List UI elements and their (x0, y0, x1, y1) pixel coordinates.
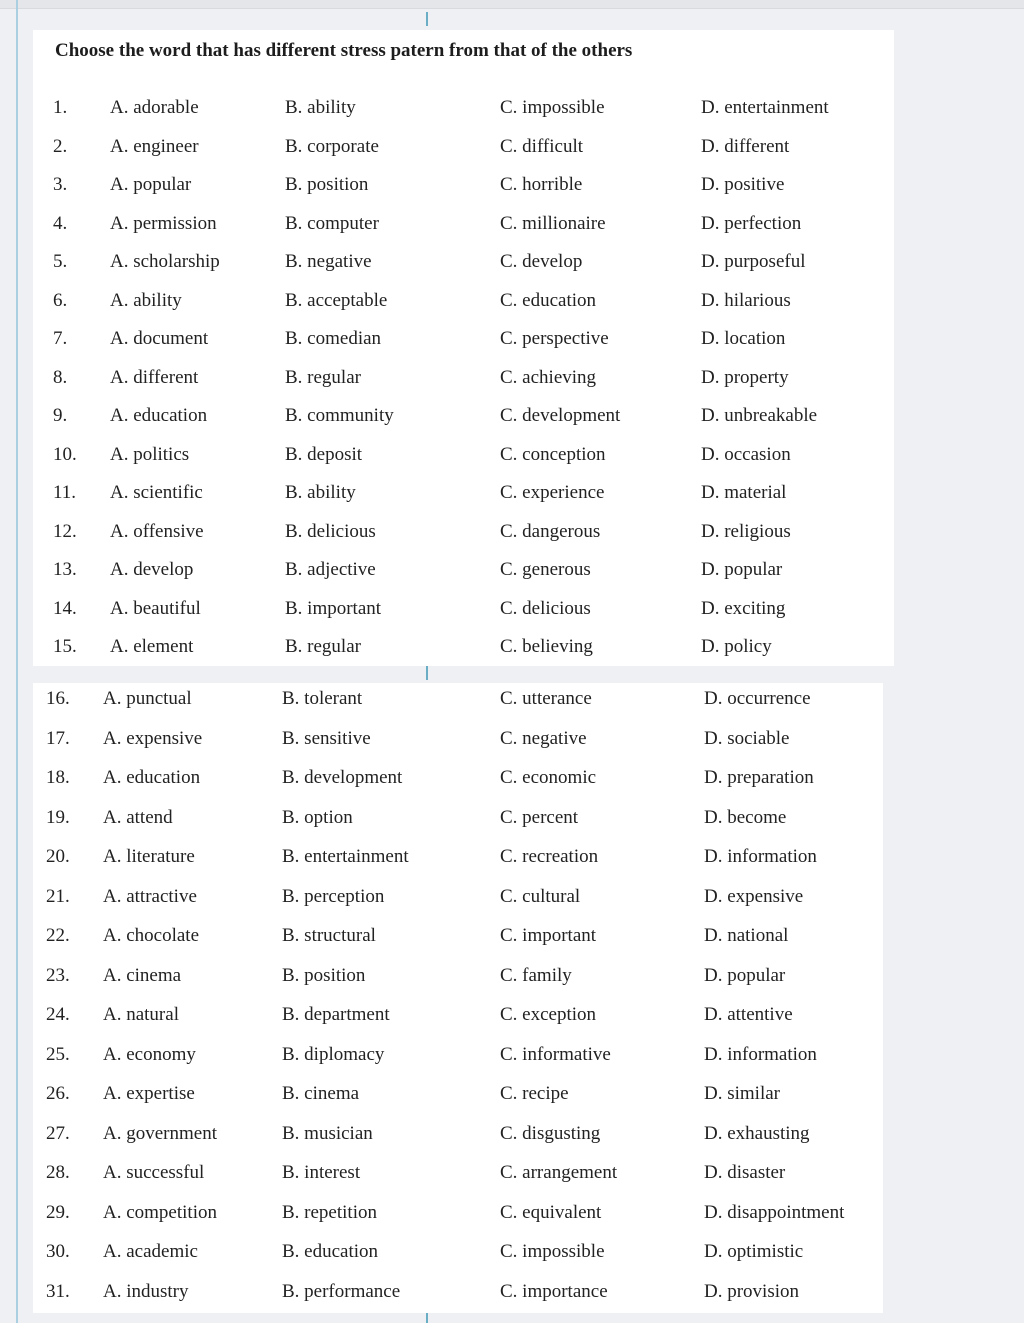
option-b: B. delicious (285, 520, 376, 542)
question-row (33, 878, 883, 916)
option-b: B. interest (282, 1162, 361, 1183)
option-a: A. different (110, 366, 199, 388)
option-c: C. impossible (500, 1241, 605, 1262)
option-b: B. computer (285, 212, 379, 234)
question-row (33, 680, 883, 718)
option-c: C. generous (500, 559, 591, 580)
question-number: 1. (53, 97, 68, 118)
option-d: D. different (701, 135, 790, 157)
option-c: C. negative (500, 727, 587, 749)
question-row (33, 957, 883, 995)
option-a: A. offensive (110, 520, 204, 542)
option-c: C. economic (500, 767, 597, 788)
option-b: B. comedian (285, 328, 382, 349)
option-a: A. element (110, 636, 194, 657)
text-cursor-marker (426, 12, 428, 26)
option-d: D. positive (701, 174, 785, 195)
option-c: C. achieving (500, 366, 597, 388)
option-a: A. adorable (110, 97, 199, 118)
question-number: 28. (46, 1162, 70, 1183)
question-row (33, 1233, 883, 1271)
option-c: C. conception (500, 443, 606, 465)
option-a: A. ability (110, 289, 182, 311)
question-number: 5. (53, 251, 68, 272)
question-row (33, 1273, 883, 1311)
option-c: C. perspective (500, 328, 609, 349)
option-c: C. disgusting (500, 1122, 601, 1144)
option-d: D. disappointment (704, 1201, 845, 1223)
question-number: 18. (46, 767, 70, 788)
option-d: D. popular (701, 559, 783, 580)
option-a: A. chocolate (103, 925, 200, 946)
option-d: D. property (701, 366, 789, 388)
option-c: C. equivalent (500, 1201, 602, 1223)
option-b: B. deposit (285, 443, 363, 465)
option-a: A. industry (103, 1280, 189, 1302)
option-a: A. attractive (103, 885, 197, 907)
option-b: B. entertainment (282, 846, 409, 867)
option-c: C. horrible (500, 174, 583, 195)
question-row (33, 759, 883, 797)
option-a: A. expensive (103, 727, 203, 749)
question-row (33, 474, 894, 512)
option-b: B. diplomacy (282, 1043, 385, 1065)
option-d: D. information (704, 846, 817, 867)
question-row (33, 243, 894, 281)
question-number: 15. (53, 636, 77, 657)
option-d: D. hilarious (701, 289, 791, 311)
option-a: A. natural (103, 1004, 179, 1025)
question-row (33, 917, 883, 955)
option-b: B. position (285, 174, 369, 195)
option-d: D. perfection (701, 212, 802, 234)
option-a: A. document (110, 328, 209, 349)
option-b: B. performance (282, 1280, 401, 1302)
option-a: A. successful (103, 1162, 205, 1183)
option-c: C. delicious (500, 597, 591, 619)
option-b: B. regular (285, 636, 361, 657)
question-number: 8. (53, 366, 68, 388)
option-b: B. tolerant (282, 688, 363, 709)
question-number: 24. (46, 1004, 70, 1025)
option-c: C. family (500, 964, 572, 986)
question-row (33, 1194, 883, 1232)
question-number: 27. (46, 1122, 70, 1144)
option-b: B. acceptable (285, 289, 388, 311)
option-c: C. dangerous (500, 520, 601, 542)
option-a: A. beautiful (110, 597, 201, 619)
option-c: C. difficult (500, 135, 584, 157)
option-c: C. important (500, 925, 597, 946)
question-row (33, 996, 883, 1034)
question-number: 22. (46, 925, 70, 946)
option-c: C. importance (500, 1280, 608, 1302)
option-d: D. exhausting (704, 1122, 810, 1144)
question-number: 7. (53, 328, 68, 349)
option-a: A. punctual (103, 688, 192, 709)
option-d: D. attentive (704, 1004, 793, 1025)
option-b: B. perception (282, 885, 385, 907)
option-d: D. unbreakable (701, 405, 818, 426)
question-row (33, 436, 894, 474)
option-b: B. position (282, 964, 366, 986)
question-row (33, 282, 894, 320)
option-d: D. national (704, 925, 789, 946)
option-b: B. negative (285, 251, 372, 272)
question-number: 17. (46, 727, 70, 749)
option-b: B. structural (282, 925, 376, 946)
option-b: B. ability (285, 482, 356, 503)
question-number: 9. (53, 405, 68, 426)
option-a: A. literature (103, 846, 195, 867)
option-c: C. percent (500, 806, 579, 828)
option-c: C. recipe (500, 1083, 569, 1104)
option-a: A. cinema (103, 964, 182, 986)
option-a: A. scholarship (110, 251, 220, 272)
option-d: D. occurrence (704, 688, 811, 709)
option-c: C. exception (500, 1004, 597, 1025)
option-c: C. education (500, 289, 597, 311)
question-number: 20. (46, 846, 70, 867)
question-row (33, 166, 894, 204)
option-a: A. education (103, 767, 201, 788)
option-a: A. education (110, 405, 208, 426)
option-d: D. popular (704, 964, 786, 986)
question-number: 26. (46, 1083, 70, 1104)
option-d: D. occasion (701, 443, 791, 465)
option-b: B. adjective (285, 559, 376, 580)
option-d: D. sociable (704, 727, 790, 749)
question-number: 12. (53, 520, 77, 542)
question-number: 30. (46, 1241, 70, 1262)
option-c: C. development (500, 405, 621, 426)
document-page-1 (33, 30, 894, 666)
option-d: D. location (701, 328, 786, 349)
option-c: C. cultural (500, 885, 581, 907)
question-row (33, 128, 894, 166)
option-d: D. policy (701, 636, 772, 657)
question-number: 25. (46, 1043, 70, 1065)
option-b: B. cinema (282, 1083, 360, 1104)
option-a: A. academic (103, 1241, 198, 1262)
window-top-bar (0, 0, 1024, 9)
question-number: 4. (53, 212, 68, 234)
option-a: A. popular (110, 174, 192, 195)
option-d: D. disaster (704, 1162, 786, 1183)
option-d: D. exciting (701, 597, 786, 619)
question-number: 31. (46, 1280, 70, 1302)
question-row (33, 397, 894, 435)
option-c: C. develop (500, 251, 583, 272)
option-c: C. recreation (500, 846, 599, 867)
option-d: D. preparation (704, 767, 814, 788)
text-cursor-marker (426, 666, 428, 680)
question-number: 16. (46, 688, 70, 709)
option-d: D. expensive (704, 885, 804, 907)
option-b: B. option (282, 806, 353, 828)
option-d: D. similar (704, 1083, 780, 1104)
question-row (33, 320, 894, 358)
option-c: C. impossible (500, 97, 605, 118)
question-number: 10. (53, 443, 77, 465)
question-row (33, 720, 883, 758)
option-d: D. material (701, 482, 787, 503)
question-number: 19. (46, 806, 70, 828)
option-b: B. community (285, 405, 394, 426)
option-a: A. develop (110, 559, 194, 580)
question-number: 3. (53, 174, 68, 195)
question-row (33, 1115, 883, 1153)
option-b: B. sensitive (282, 727, 371, 749)
question-number: 6. (53, 289, 68, 311)
option-b: B. ability (285, 97, 356, 118)
option-a: A. economy (103, 1043, 196, 1065)
question-number: 14. (53, 597, 77, 619)
option-d: D. provision (704, 1280, 799, 1302)
question-row (33, 799, 883, 837)
option-c: C. believing (500, 636, 593, 657)
option-d: D. religious (701, 520, 791, 542)
question-row (33, 551, 894, 589)
option-b: B. regular (285, 366, 361, 388)
question-number: 21. (46, 885, 70, 907)
question-row (33, 359, 894, 397)
option-c: C. millionaire (500, 212, 606, 234)
option-a: A. scientific (110, 482, 203, 503)
option-d: D. optimistic (704, 1241, 804, 1262)
question-row (33, 838, 883, 876)
question-row (33, 1036, 883, 1074)
option-c: C. arrangement (500, 1162, 618, 1183)
option-a: A. competition (103, 1201, 217, 1223)
question-row (33, 628, 894, 666)
text-cursor-marker (426, 1313, 428, 1323)
question-number: 29. (46, 1201, 70, 1223)
document-page-2 (33, 683, 883, 1313)
option-d: D. information (704, 1043, 817, 1065)
option-b: B. development (282, 767, 403, 788)
option-a: A. expertise (103, 1083, 195, 1104)
option-b: B. repetition (282, 1201, 377, 1223)
question-row (33, 89, 894, 127)
option-d: D. purposeful (701, 251, 806, 272)
option-c: C. experience (500, 482, 605, 503)
option-d: D. become (704, 806, 787, 828)
question-number: 13. (53, 559, 77, 580)
question-row (33, 1075, 883, 1113)
option-b: B. education (282, 1241, 379, 1262)
option-b: B. department (282, 1004, 390, 1025)
option-a: A. engineer (110, 135, 199, 157)
question-number: 2. (53, 135, 68, 157)
instruction-heading: Choose the word that has different stress patern from that of the others (55, 40, 633, 61)
document-margin-line (16, 0, 18, 1323)
question-number: 23. (46, 964, 70, 986)
question-row (33, 590, 894, 628)
option-c: C. utterance (500, 688, 592, 709)
question-row (33, 205, 894, 243)
option-d: D. entertainment (701, 97, 829, 118)
option-a: A. politics (110, 443, 190, 465)
question-row (33, 1154, 883, 1192)
option-a: A. permission (110, 212, 217, 234)
option-a: A. attend (103, 806, 173, 828)
option-b: B. important (285, 597, 382, 619)
option-c: C. informative (500, 1043, 611, 1065)
option-a: A. government (103, 1122, 217, 1144)
option-b: B. corporate (285, 135, 379, 157)
question-row (33, 513, 894, 551)
question-number: 11. (53, 482, 77, 503)
option-b: B. musician (282, 1122, 373, 1144)
